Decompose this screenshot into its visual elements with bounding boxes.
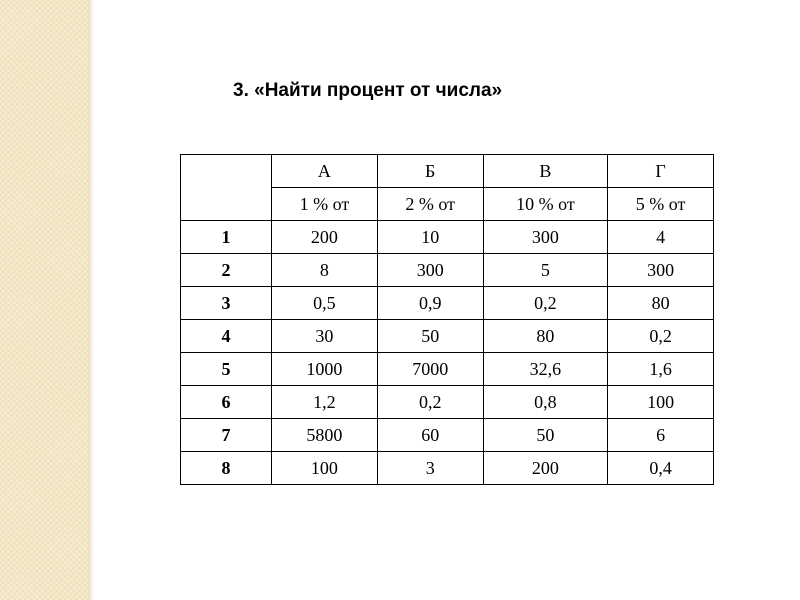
table-cell: 300 — [377, 254, 483, 287]
row-number: 4 — [181, 320, 272, 353]
column-letter: Б — [377, 155, 483, 188]
decorative-side-strip — [0, 0, 88, 600]
column-letter: В — [483, 155, 608, 188]
table-cell: 0,8 — [483, 386, 608, 419]
table-cell: 7000 — [377, 353, 483, 386]
table-cell: 32,6 — [483, 353, 608, 386]
table-cell: 80 — [608, 287, 714, 320]
row-number: 6 — [181, 386, 272, 419]
table-cell: 1,2 — [272, 386, 378, 419]
table-cell: 30 — [272, 320, 378, 353]
percent-table — [180, 154, 714, 485]
table-cell: 200 — [272, 221, 378, 254]
row-number: 5 — [181, 353, 272, 386]
table-cell: 5 — [483, 254, 608, 287]
table-cell: 60 — [377, 419, 483, 452]
table-row — [181, 452, 714, 485]
row-number: 1 — [181, 221, 272, 254]
table-cell: 300 — [483, 221, 608, 254]
table-cell: 0,5 — [272, 287, 378, 320]
side-strip-edge — [88, 0, 94, 600]
table-cell: 80 — [483, 320, 608, 353]
table-cell: 0,2 — [608, 320, 714, 353]
table-cell: 10 — [377, 221, 483, 254]
table-cell: 8 — [272, 254, 378, 287]
column-letter: А — [272, 155, 378, 188]
table-cell: 1000 — [272, 353, 378, 386]
column-percent: 10 % от — [483, 188, 608, 221]
table-cell: 0,2 — [377, 386, 483, 419]
corner-cell — [181, 155, 272, 221]
table-cell: 0,2 — [483, 287, 608, 320]
table-cell: 0,9 — [377, 287, 483, 320]
table-cell: 4 — [608, 221, 714, 254]
column-percent: 2 % от — [377, 188, 483, 221]
table-cell: 1,6 — [608, 353, 714, 386]
slide-title: 3. «Найти процент от числа» — [233, 80, 503, 101]
table-cell: 5800 — [272, 419, 378, 452]
table-cell: 100 — [272, 452, 378, 485]
table-cell: 200 — [483, 452, 608, 485]
row-number: 8 — [181, 452, 272, 485]
header-row-letters — [181, 155, 714, 188]
row-number: 2 — [181, 254, 272, 287]
column-letter: Г — [608, 155, 714, 188]
table-row — [181, 320, 714, 353]
table-cell: 50 — [377, 320, 483, 353]
table-cell: 300 — [608, 254, 714, 287]
table-row — [181, 221, 714, 254]
table-row — [181, 353, 714, 386]
row-number: 7 — [181, 419, 272, 452]
table-cell: 50 — [483, 419, 608, 452]
table-row — [181, 419, 714, 452]
table-cell: 0,4 — [608, 452, 714, 485]
table-row — [181, 386, 714, 419]
table-row — [181, 254, 714, 287]
table-cell: 3 — [377, 452, 483, 485]
table-row — [181, 287, 714, 320]
table-cell: 6 — [608, 419, 714, 452]
table-cell: 100 — [608, 386, 714, 419]
column-percent: 1 % от — [272, 188, 378, 221]
row-number: 3 — [181, 287, 272, 320]
column-percent: 5 % от — [608, 188, 714, 221]
